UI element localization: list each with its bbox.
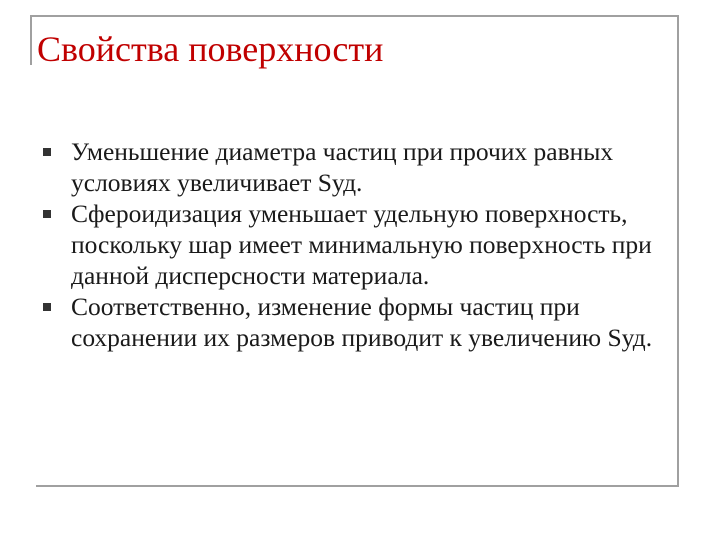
bullet-item: [43, 136, 673, 198]
frame-left-line: [30, 15, 32, 65]
square-bullet-icon: [43, 210, 51, 218]
frame-bottom-line: [36, 485, 679, 487]
bullet-text: Уменьшение диаметра частиц при прочих равных условиях увеличивает Sуд.: [71, 137, 614, 197]
frame-top-line: [30, 15, 678, 17]
frame-right-line: [677, 15, 679, 485]
bullet-text: Соответственно, изменение формы частиц при сохранении их размеров приводит к увеличению Sуд.: [71, 292, 653, 352]
square-bullet-icon: [43, 148, 51, 156]
bullet-list: [43, 136, 673, 353]
bullet-text: Сфероидизация уменьшает удельную поверхность, поскольку шар имеет минимальную поверхность при данной дисперсности материала.: [71, 199, 652, 290]
square-bullet-icon: [43, 303, 51, 311]
bullet-item: [43, 291, 673, 353]
slide-title: Свойства поверхности: [37, 29, 384, 69]
bullet-item: [43, 198, 673, 291]
